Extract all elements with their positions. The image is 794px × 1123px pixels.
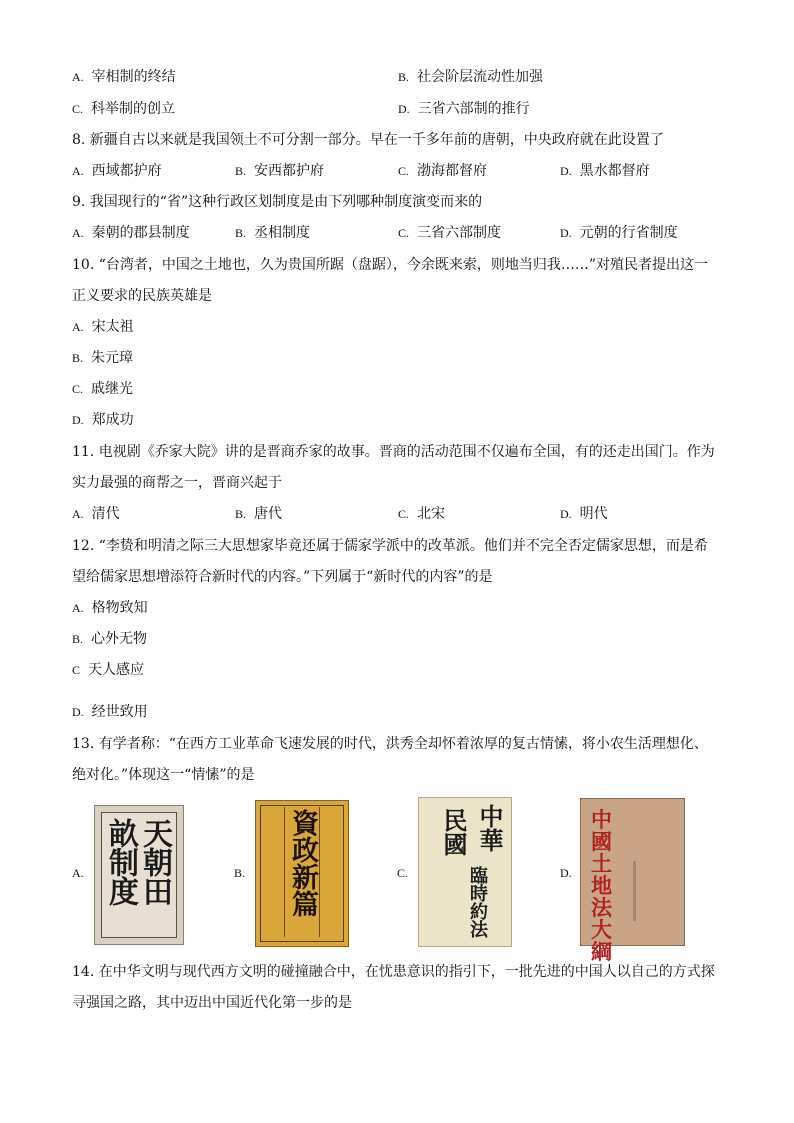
option-text: 安西都护府 xyxy=(254,163,325,179)
cover-title-col1: 中華 xyxy=(475,804,504,852)
q9-option-a[interactable] xyxy=(72,224,190,242)
cover-title-col2: 民國 xyxy=(439,808,468,856)
q13-stem-line1: 13. 有学者称：“在西方工业革命飞速发展的时代，洪秀全却怀着浓厚的复古情愫，将小农生活理想化、 xyxy=(72,736,708,752)
q9-option-b[interactable] xyxy=(235,224,310,242)
option-text: 秦朝的郡县制度 xyxy=(91,225,190,241)
option-text: 元朝的行省制度 xyxy=(579,225,678,241)
q7-option-d[interactable] xyxy=(398,100,530,118)
cover-title-col2: 畝制度 xyxy=(103,818,138,905)
q11-option-b[interactable] xyxy=(235,505,282,523)
q12-stem-line2: 望给儒家思想增添符合新时代的内容。”下列属于“新时代的内容”的是 xyxy=(72,569,493,585)
q13-option-a-image[interactable] xyxy=(94,805,184,945)
cover-title: 中國土地法大綱 xyxy=(591,807,612,964)
q12-option-b[interactable] xyxy=(72,630,147,648)
option-letter: A. xyxy=(72,320,84,334)
option-letter: D. xyxy=(560,507,572,521)
option-letter: A. xyxy=(72,226,84,240)
q11-stem-line2: 实力最强的商帮之一，晋商兴起于 xyxy=(72,475,282,491)
q9-option-d[interactable] xyxy=(560,224,678,242)
option-letter: D. xyxy=(72,413,84,427)
option-letter: D. xyxy=(560,164,572,178)
q11-option-c[interactable] xyxy=(398,505,445,523)
q8-option-d[interactable] xyxy=(560,162,650,180)
q13-option-c-image[interactable] xyxy=(418,797,512,947)
q13-option-d-letter[interactable]: D. xyxy=(560,866,572,880)
q13-option-d-image[interactable] xyxy=(580,798,685,964)
option-text: 格物致知 xyxy=(91,600,148,616)
q11-option-d[interactable] xyxy=(560,505,608,523)
option-text: 宰相制的终结 xyxy=(91,69,176,85)
option-letter: C. xyxy=(398,164,410,178)
option-text: 科举制的创立 xyxy=(91,101,176,117)
option-text: 经世致用 xyxy=(91,704,148,720)
q7-option-a[interactable] xyxy=(72,68,176,86)
option-letter: C. xyxy=(72,382,84,396)
option-letter: C xyxy=(72,663,81,677)
cover-title-col1: 天朝田 xyxy=(137,818,172,905)
q11-option-a[interactable] xyxy=(72,505,120,523)
q12-option-a[interactable] xyxy=(72,599,148,617)
q11-stem-line1: 11. 电视剧《乔家大院》讲的是晋商乔家的故事。晋商的活动范围不仅遍布全国，有的还走出国门。作为 xyxy=(72,444,715,460)
q13-option-a-letter[interactable]: A. xyxy=(72,866,84,880)
option-text: 宋太祖 xyxy=(91,319,134,335)
q12-option-c[interactable] xyxy=(72,661,144,679)
option-letter: D. xyxy=(72,705,84,719)
q7-option-c[interactable] xyxy=(72,100,175,118)
q10-stem-line2: 正义要求的民族英雄是 xyxy=(72,288,212,304)
option-letter: A. xyxy=(72,507,84,521)
q14-stem-line2: 寻强国之路，其中迈出中国近代化第一步的是 xyxy=(72,995,352,1011)
q8-option-b[interactable] xyxy=(235,162,324,180)
option-text: 朱元璋 xyxy=(91,350,134,366)
option-letter: C. xyxy=(398,507,410,521)
q7-option-b[interactable] xyxy=(398,68,543,86)
option-text: 戚继光 xyxy=(91,381,134,397)
option-letter: D. xyxy=(398,102,410,116)
q8-option-c[interactable] xyxy=(398,162,487,180)
option-text: 社会阶层流动性加强 xyxy=(417,69,544,85)
option-text: 黑水都督府 xyxy=(579,163,650,179)
q10-stem-line1: 10. “台湾者，中国之土地也，久为贵国所踞（盘踞），今余既来索，则地当归我……”对殖民者提出这一 xyxy=(72,257,709,273)
option-text: 西域都护府 xyxy=(91,163,162,179)
option-text: 北宋 xyxy=(417,506,446,522)
q10-option-a[interactable] xyxy=(72,318,134,336)
q10-option-c[interactable] xyxy=(72,380,133,398)
option-text: 丞相制度 xyxy=(254,225,311,241)
option-letter: C. xyxy=(398,226,410,240)
q9-stem: 9. 我国现行的“省”这种行政区划制度是由下列哪种制度演变而来的 xyxy=(72,194,483,210)
option-text: 郑成功 xyxy=(91,412,134,428)
q10-option-d[interactable] xyxy=(72,411,134,429)
option-letter: A. xyxy=(72,601,84,615)
option-text: 唐代 xyxy=(254,506,283,522)
option-letter: B. xyxy=(72,632,84,646)
q13-option-b-letter[interactable]: B. xyxy=(234,866,246,880)
q13-stem-line2: 绝对化。”体现这一“情愫”的是 xyxy=(72,767,255,783)
q8-option-a[interactable] xyxy=(72,162,162,180)
option-text: 清代 xyxy=(91,506,120,522)
option-text: 三省六部制度 xyxy=(417,225,502,241)
q12-option-d[interactable] xyxy=(72,703,148,721)
option-text: 天人感应 xyxy=(88,662,145,678)
cover-title-col3: 臨時約法 xyxy=(467,866,488,938)
option-letter: C. xyxy=(72,102,84,116)
option-text: 心外无物 xyxy=(91,631,148,647)
option-text: 三省六部制的推行 xyxy=(417,101,530,117)
q12-stem-line1: 12. “李贽和明清之际三大思想家毕竟还属于儒家学派中的改革派。他们并不完全否定儒家思想，而是希 xyxy=(72,538,708,554)
option-letter: B. xyxy=(398,70,410,84)
option-letter: B. xyxy=(235,226,247,240)
option-letter: B. xyxy=(235,507,247,521)
q8-stem: 8. 新疆自古以来就是我国领土不可分割一部分。早在一千多年前的唐朝，中央政府就在此设置了 xyxy=(72,132,664,148)
option-text: 明代 xyxy=(579,506,608,522)
q9-option-c[interactable] xyxy=(398,224,501,242)
q14-stem-line1: 14. 在中华文明与现代西方文明的碰撞融合中，在忧患意识的指引下，一批先进的中国人以自己的方式探 xyxy=(72,964,715,980)
option-letter: B. xyxy=(72,351,84,365)
q10-option-b[interactable] xyxy=(72,349,133,367)
q13-option-b-image[interactable] xyxy=(255,800,349,947)
q13-option-c-letter[interactable]: C. xyxy=(397,866,409,880)
option-letter: D. xyxy=(560,226,572,240)
cover-title: 資政新篇 xyxy=(287,809,318,917)
option-letter: A. xyxy=(72,164,84,178)
option-letter: A. xyxy=(72,70,84,84)
option-text: 渤海都督府 xyxy=(417,163,488,179)
option-letter: B. xyxy=(235,164,247,178)
